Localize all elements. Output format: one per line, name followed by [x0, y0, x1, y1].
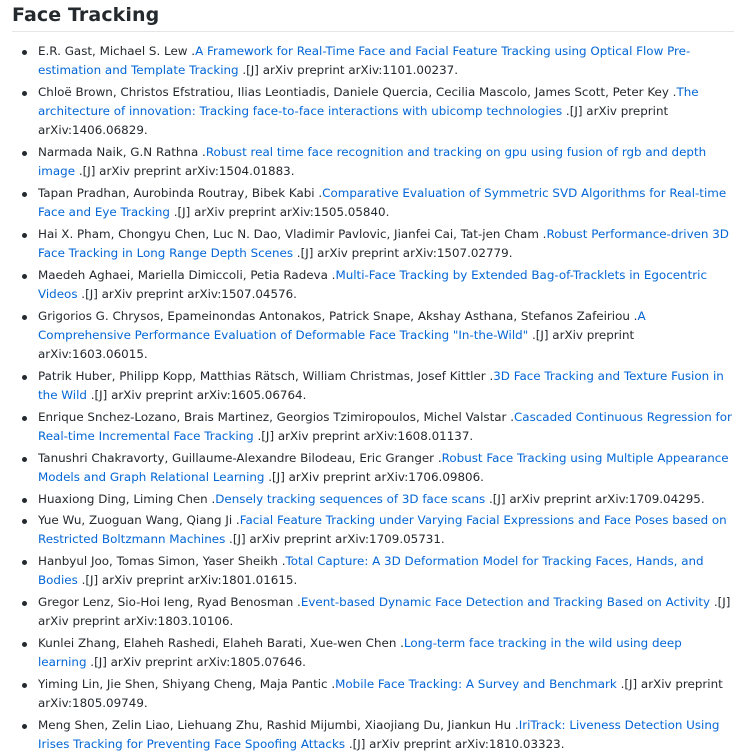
reference-venue: .[J] arXiv preprint arXiv:1603.06015.: [38, 327, 635, 362]
reference-authors: Yue Wu, Zuoguan Wang, Qiang Ji .: [38, 513, 240, 528]
reference-authors: Patrik Huber, Philipp Kopp, Matthias Rätsch, William Christmas, Josef Kittler .: [38, 368, 494, 383]
reference-item: [38, 593, 734, 632]
reference-authors: Grigorios G. Chrysos, Epameinondas Antonakos, Patrick Snape, Akshay Asthana, Stefanos Zafeiriou .: [38, 308, 638, 323]
bullet-icon: [22, 642, 27, 647]
bullet-icon: [22, 601, 27, 606]
reference-authors: Huaxiong Ding, Liming Chen .: [38, 491, 216, 506]
reference-authors: Gregor Lenz, Sio-Hoi Ieng, Ryad Benosman .: [38, 594, 301, 609]
reference-item: [38, 511, 734, 550]
reference-title-link[interactable]: Total Capture: A 3D Deformation Model for Tracking Faces, Hands, and Bodies: [38, 553, 704, 588]
bullet-icon: [22, 192, 27, 197]
reference-title-link[interactable]: Event-based Dynamic Face Detection and Tracking Based on Activity: [300, 594, 711, 609]
reference-title-link[interactable]: Long-term face tracking in the wild using deep learning: [38, 635, 682, 670]
reference-authors: Meng Shen, Zelin Liao, Liehuang Zhu, Rashid Mijumbi, Xiaojiang Du, Jiankun Hu .: [38, 717, 519, 732]
reference-item: [38, 408, 734, 447]
reference-authors: Kunlei Zhang, Elaheh Rashedi, Elaheh Barati, Xue-wen Chen .: [38, 635, 404, 650]
bullet-icon: [22, 560, 27, 565]
reference-title-link[interactable]: Multi-Face Tracking by Extended Bag-of-Tracklets in Egocentric Videos: [38, 267, 707, 302]
bullet-icon: [22, 683, 27, 688]
reference-authors: Yiming Lin, Jie Shen, Shiyang Cheng, Maja Pantic .: [38, 676, 336, 691]
reference-authors: Maedeh Aghaei, Mariella Dimiccoli, Petia Radeva .: [38, 267, 336, 282]
reference-title-link[interactable]: Mobile Face Tracking: A Survey and Benchmark: [335, 676, 617, 691]
reference-venue: .[J] arXiv preprint arXiv:1504.01883.: [75, 164, 295, 179]
reference-venue: .[J] arXiv preprint arXiv:1805.07646.: [86, 655, 306, 670]
reference-item: [38, 634, 734, 673]
reference-title-link[interactable]: Robust Performance-driven 3D Face Tracking in Long Range Depth Scenes: [38, 226, 729, 261]
reference-title-link[interactable]: Robust real time face recognition and tracking on gpu using fusion of rgb and depth image: [38, 145, 707, 179]
bullet-icon: [22, 457, 27, 462]
bullet-icon: [22, 151, 27, 156]
reference-title-link[interactable]: A Framework for Real-Time Face and Facial Feature Tracking using Optical Flow Pre-estimation and Template Tracking: [38, 44, 691, 78]
reference-venue: .[J] arXiv preprint arXiv:1709.05731.: [225, 532, 445, 547]
reference-venue: .[J] arXiv preprint arXiv:1801.01615.: [77, 573, 298, 588]
bullet-icon: [22, 274, 27, 279]
reference-venue: .[J] arXiv preprint arXiv:1706.09806.: [264, 469, 484, 484]
reference-item: [38, 552, 734, 591]
bullet-icon: [22, 91, 27, 96]
reference-venue: .[J] arXiv preprint arXiv:1803.10106.: [38, 594, 731, 629]
reference-item: [38, 675, 734, 714]
reference-venue: .[J] arXiv preprint arXiv:1810.03323.: [345, 736, 565, 751]
reference-item: [38, 449, 734, 488]
reference-authors: Hai X. Pham, Chongyu Chen, Luc N. Dao, Vladimir Pavlovic, Jianfei Cai, Tat-jen Cham .: [38, 226, 547, 241]
reference-venue: .[J] arXiv preprint arXiv:1406.06829.: [38, 104, 669, 138]
reference-item: [38, 143, 734, 182]
reference-title-link[interactable]: Robust Face Tracking using Multiple Appearance Models and Graph Relational Learning: [38, 450, 729, 484]
reference-title-link[interactable]: Densely tracking sequences of 3D face scans: [215, 491, 486, 506]
reference-venue: .[J] arXiv preprint arXiv:1709.04295.: [485, 491, 705, 506]
reference-authors: Enrique Snchez-Lozano, Brais Martinez, Georgios Tzimiropoulos, Michel Valstar .: [38, 409, 514, 424]
reference-venue: .[J] arXiv preprint arXiv:1507.02779.: [293, 246, 513, 261]
reference-authors: E.R. Gast, Michael S. Lew .: [38, 44, 196, 58]
reference-authors: Tanushri Chakravorty, Guillaume-Alexandre Bilodeau, Eric Granger .: [38, 450, 442, 465]
reference-authors: Narmada Naik, G.N Rathna .: [38, 145, 206, 160]
reference-item: [38, 307, 734, 365]
bullet-icon: [22, 315, 27, 320]
reference-authors: Hanbyul Joo, Tomas Simon, Yaser Sheikh .: [38, 553, 286, 568]
reference-title-link[interactable]: The architecture of innovation: Tracking face-to-face interactions with ubicomp technologies: [38, 84, 699, 119]
reference-item: [38, 367, 734, 406]
title-divider: [12, 31, 734, 32]
bullet-icon: [22, 519, 27, 524]
reference-authors: Tapan Pradhan, Aurobinda Routray, Bibek Kabi .: [38, 185, 323, 200]
reference-item: [38, 42, 734, 81]
reference-item: [38, 225, 734, 264]
reference-title-link[interactable]: Comparative Evaluation of Symmetric SVD Algorithms for Real-time Face and Eye Tracking: [38, 185, 727, 220]
bullet-icon: [22, 233, 27, 238]
reference-venue: .[J] arXiv preprint arXiv:1608.01137.: [253, 429, 474, 444]
reference-venue: .[J] arXiv preprint arXiv:1507.04576.: [77, 287, 297, 302]
bullet-icon: [22, 498, 27, 503]
reference-venue: .[J] arXiv preprint arXiv:1605.06764.: [86, 388, 307, 403]
reference-item: [38, 184, 734, 223]
reference-item: [38, 266, 734, 305]
reference-title-link[interactable]: 3D Face Tracking and Texture Fusion in the Wild: [38, 368, 724, 403]
section-title: Face Tracking: [12, 4, 160, 26]
bullet-icon: [22, 724, 27, 729]
reference-list: [38, 42, 734, 754]
reference-title-link[interactable]: Facial Feature Tracking under Varying Facial Expressions and Face Poses based on Restricted Boltzmann Machines: [38, 513, 727, 547]
reference-venue: .[J] arXiv preprint arXiv:1101.00237.: [238, 63, 459, 78]
bullet-icon: [22, 375, 27, 380]
reference-item: [38, 490, 734, 509]
reference-title-link[interactable]: A Comprehensive Performance Evaluation of Deformable Face Tracking "In-the-Wild": [38, 308, 646, 342]
reference-item: [38, 83, 734, 141]
reference-title-link[interactable]: Cascaded Continuous Regression for Real-time Incremental Face Tracking: [38, 409, 732, 444]
bullet-icon: [22, 50, 27, 55]
bullet-icon: [22, 416, 27, 421]
reference-venue: .[J] arXiv preprint arXiv:1805.09749.: [38, 676, 723, 710]
reference-venue: .[J] arXiv preprint arXiv:1505.05840.: [169, 205, 390, 220]
reference-authors: Chloë Brown, Christos Efstratiou, Ilias Leontiadis, Daniele Quercia, Cecilia Mascolo, James Scott, Peter Key .: [38, 84, 677, 99]
reference-item: [38, 716, 734, 754]
reference-title-link[interactable]: IriTrack: Liveness Detection Using Irises Tracking for Preventing Face Spoofing Attacks: [38, 717, 720, 751]
